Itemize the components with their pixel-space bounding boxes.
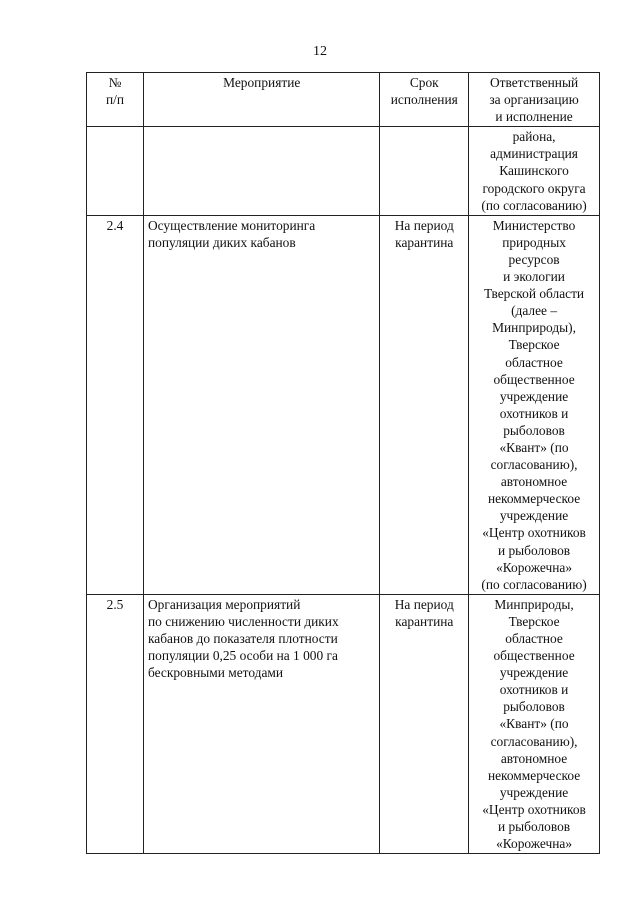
term-line: На период — [394, 217, 454, 233]
header-term — [380, 73, 469, 127]
responsible-line: учреждение — [499, 508, 569, 524]
responsible-line: городского округа — [482, 180, 586, 196]
event-line: по снижению численности диких — [148, 613, 339, 629]
responsible-line: «Корожечна» — [496, 559, 573, 575]
row-number-cell: 2.5 — [87, 594, 144, 853]
responsible-line: некоммерческое — [487, 491, 581, 507]
table-row-2-5 — [87, 594, 600, 853]
header-term-line: Срок — [409, 75, 439, 90]
responsible-line: общественное — [493, 648, 575, 664]
event-line: популяции 0,25 особи на 1 000 га — [148, 648, 338, 664]
row-responsible-cell — [469, 127, 600, 215]
responsible-line: Тверской области — [483, 286, 585, 302]
header-responsible-line: Ответственный — [489, 75, 579, 90]
responsible-line: областное — [505, 631, 563, 646]
responsible-line: учреждение — [499, 665, 569, 681]
event-line: популяции диких кабанов — [148, 234, 296, 250]
responsible-line: охотников и — [499, 405, 569, 421]
row-responsible-cell — [469, 215, 600, 594]
table-row-continuation — [87, 127, 600, 215]
header-responsible-line: и исполнение — [495, 109, 573, 125]
header-responsible-line: за организацию — [489, 92, 579, 108]
responsible-line: Тверское — [508, 613, 560, 629]
responsible-line: согласованию), — [490, 733, 578, 749]
responsible-line: Минприроды, — [494, 596, 574, 612]
responsible-line: автономное — [500, 474, 568, 490]
row-event-cell — [144, 215, 380, 594]
responsible-line: «Корожечна» — [496, 836, 573, 852]
header-number-line: № — [108, 75, 122, 90]
responsible-line: и рыболовов — [497, 819, 571, 835]
row-term-cell — [380, 215, 469, 594]
term-line: карантина — [395, 613, 454, 629]
responsible-line: «Квант» (по — [499, 716, 569, 732]
responsible-line: района, — [512, 129, 556, 145]
responsible-line: некоммерческое — [487, 767, 581, 783]
measures-table — [86, 72, 600, 854]
responsible-line: Тверское — [508, 337, 560, 353]
responsible-line: администрация — [490, 146, 578, 162]
table-row-2-4 — [87, 215, 600, 594]
row-term-cell — [380, 594, 469, 853]
responsible-line: рыболовов — [503, 699, 565, 715]
responsible-line: (по согласованию) — [481, 197, 587, 213]
header-number — [87, 73, 144, 127]
responsible-line: (по согласованию) — [481, 576, 587, 592]
table-header-row — [87, 73, 600, 127]
responsible-line: согласованию), — [490, 457, 578, 473]
header-term-line: исполнения — [390, 92, 458, 108]
header-event — [144, 73, 380, 127]
row-number-cell — [87, 127, 144, 215]
event-line: Осуществление мониторинга — [148, 217, 316, 233]
responsible-line: областное — [505, 354, 563, 370]
responsible-line: Кашинского — [499, 163, 569, 179]
event-line: кабанов до показателя плотности — [148, 631, 338, 646]
responsible-line: природных — [502, 234, 566, 250]
header-event-line: Мероприятие — [223, 75, 301, 90]
page-number: 12 — [313, 44, 327, 59]
responsible-line: учреждение — [499, 784, 569, 800]
responsible-line: учреждение — [499, 388, 569, 404]
responsible-line: ресурсов — [508, 251, 560, 267]
responsible-line: (далее – — [511, 303, 558, 319]
term-line: карантина — [395, 234, 454, 250]
row-term-cell — [380, 127, 469, 215]
responsible-line: общественное — [493, 371, 575, 387]
row-event-cell — [144, 127, 380, 215]
responsible-line: «Центр охотников — [482, 525, 586, 541]
responsible-line: «Центр охотников — [482, 801, 586, 817]
row-event-cell — [144, 594, 380, 853]
event-line: бескровными методами — [148, 665, 284, 681]
responsible-line: Минприроды), — [492, 320, 576, 336]
responsible-line: охотников и — [499, 682, 569, 698]
responsible-line: автономное — [500, 750, 568, 766]
row-responsible-cell — [469, 594, 600, 853]
header-number-line: п/п — [105, 92, 125, 108]
row-number-cell: 2.4 — [87, 215, 144, 594]
term-line: На период — [394, 596, 454, 612]
header-responsible — [469, 73, 600, 127]
event-line: Организация мероприятий — [148, 596, 301, 612]
responsible-line: и экологии — [503, 269, 565, 285]
responsible-line: и рыболовов — [497, 542, 571, 558]
responsible-line: рыболовов — [503, 422, 565, 438]
responsible-line: Министерство — [492, 217, 576, 233]
responsible-line: «Квант» (по — [499, 439, 569, 455]
